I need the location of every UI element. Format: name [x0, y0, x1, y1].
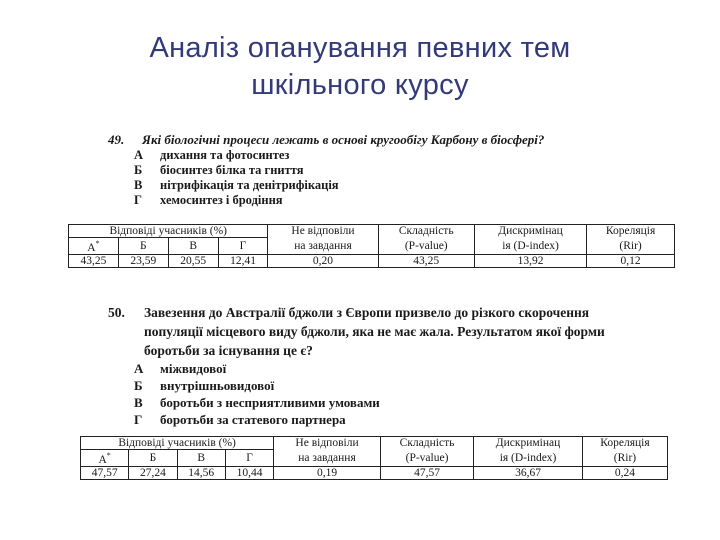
value-b: 23,59	[118, 254, 168, 267]
question-text-line	[108, 322, 668, 341]
option-c	[108, 178, 668, 193]
option-text: боротьби з несприятливими умовами	[160, 395, 380, 410]
option-c	[108, 394, 668, 411]
value-discrimination: 13,92	[474, 254, 586, 267]
value-c: 20,55	[168, 254, 218, 267]
question-number: 50.	[108, 305, 125, 320]
option-letter: В	[134, 395, 143, 410]
option-letter: В	[134, 178, 143, 192]
correlation-header-1: Кореляція	[587, 225, 675, 238]
question-text-line	[108, 303, 668, 322]
value-a: 47,57	[81, 466, 129, 479]
question-text-line	[108, 131, 668, 148]
answer-letter-d: Г	[225, 450, 273, 467]
correct-mark: *	[95, 239, 100, 248]
value-difficulty: 47,57	[380, 466, 473, 479]
question-50	[108, 303, 668, 428]
answer-letter-b: Б	[129, 450, 177, 467]
correlation-header-2: (Rir)	[587, 238, 675, 255]
value-discrimination: 36,67	[474, 466, 583, 479]
results-table-50	[80, 436, 668, 480]
option-text: нітрифікація та денітрифікація	[160, 178, 339, 192]
answer-letter-a: А*	[69, 238, 119, 255]
slide-title-line-1: Аналіз опанування певних тем	[149, 32, 571, 64]
table-header-row	[81, 437, 668, 450]
value-b: 27,24	[129, 466, 177, 479]
no-answer-header-2: на завдання	[274, 450, 381, 467]
answers-header: Відповіді учасників (%)	[81, 437, 274, 450]
question-text-line-2: популяції місцевого виду бджоли, яка не має жала. Результатом якої форми	[144, 324, 605, 339]
question-text-line	[108, 341, 668, 360]
option-letter: Г	[134, 412, 143, 427]
option-text: міжвидової	[160, 361, 227, 376]
value-correlation: 0,12	[587, 254, 675, 267]
question-49	[108, 131, 668, 208]
value-d: 12,41	[218, 254, 268, 267]
difficulty-header-2: (P-value)	[380, 450, 473, 467]
option-letter: А	[134, 361, 144, 376]
question-text: Які біологічні процеси лежать в основі кругообігу Карбону в біосфері?	[142, 132, 545, 147]
table-row	[69, 254, 675, 267]
option-d	[108, 411, 668, 428]
option-letter: Г	[134, 193, 142, 207]
value-no-answer: 0,19	[274, 466, 381, 479]
question-text-line-1: Завезення до Австралії бджоли з Європи призвело до різкого скорочення	[144, 305, 590, 320]
option-letter: Б	[134, 378, 143, 393]
question-number: 49.	[108, 132, 125, 147]
question-text-line-3: боротьби за існування це є?	[144, 343, 313, 358]
answer-letter-c: В	[168, 238, 218, 255]
answer-letter-b: Б	[118, 238, 168, 255]
answers-header: Відповіді учасників (%)	[69, 225, 268, 238]
option-b	[108, 377, 668, 394]
option-a	[108, 360, 668, 377]
value-a: 43,25	[69, 254, 119, 267]
option-text: біосинтез білка та гниття	[160, 163, 304, 177]
discrimination-header-2: ія (D-index)	[474, 450, 583, 467]
option-text: внутрішньовидової	[160, 378, 275, 393]
no-answer-header-2: на завдання	[268, 238, 378, 255]
discrimination-header-1: Дискримінац	[474, 225, 586, 238]
option-a	[108, 148, 668, 163]
difficulty-header-1: Складність	[380, 437, 473, 450]
results-table-49	[68, 224, 675, 268]
table-header-row	[69, 238, 675, 255]
answer-letter-c: В	[177, 450, 225, 467]
no-answer-header-1: Не відповіли	[274, 437, 381, 450]
option-letter: Б	[134, 163, 143, 177]
slide-title-line-2: шкільного курсу	[251, 69, 469, 101]
option-d	[108, 193, 668, 208]
value-c: 14,56	[177, 466, 225, 479]
option-text: хемосинтез і бродіння	[160, 193, 283, 207]
answer-letter-d: Г	[218, 238, 268, 255]
option-text: боротьби за статевого партнера	[160, 412, 346, 427]
correct-mark: *	[106, 451, 111, 460]
option-text: дихання та фотосинтез	[160, 148, 290, 162]
option-b	[108, 163, 668, 178]
value-correlation: 0,24	[582, 466, 667, 479]
no-answer-header-1: Не відповіли	[268, 225, 378, 238]
table-row	[81, 466, 668, 479]
value-d: 10,44	[225, 466, 273, 479]
answer-letter-a: А*	[81, 450, 129, 467]
value-no-answer: 0,20	[268, 254, 378, 267]
slide-title	[0, 30, 720, 104]
discrimination-header-2: ія (D-index)	[474, 238, 586, 255]
value-difficulty: 43,25	[378, 254, 474, 267]
difficulty-header-2: (P-value)	[378, 238, 474, 255]
discrimination-header-1: Дискримінац	[474, 437, 583, 450]
correlation-header-1: Кореляція	[582, 437, 667, 450]
table-header-row	[81, 450, 668, 467]
option-letter: А	[134, 148, 144, 162]
difficulty-header-1: Складність	[378, 225, 474, 238]
table-header-row	[69, 225, 675, 238]
correlation-header-2: (Rir)	[582, 450, 667, 467]
